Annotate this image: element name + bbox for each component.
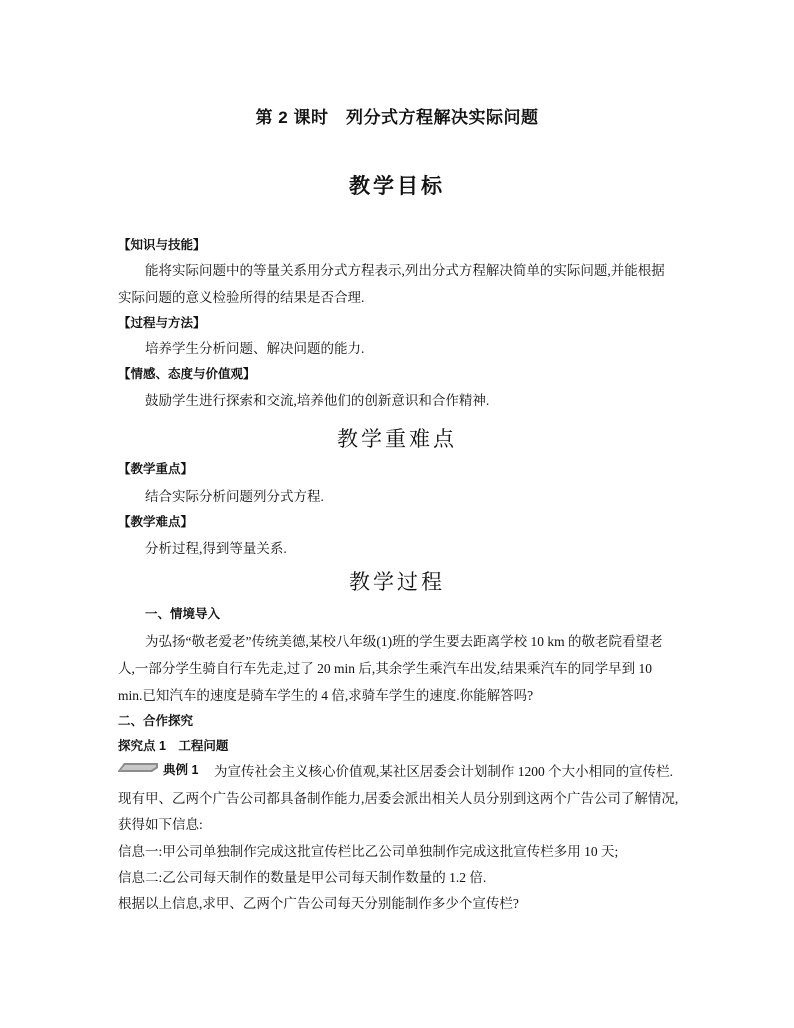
section-title-key-points: 教学重难点 (337, 427, 457, 451)
info-one: 信息一:甲公司单独制作完成这批宣传栏比乙公司单独制作完成这批宣传栏多用 10 天; (118, 844, 619, 859)
question-text: 根据以上信息,求甲、乙两个广告公司每天分别能制作多少个宣传栏? (118, 896, 519, 911)
knowledge-label: 【知识与技能】 (118, 238, 206, 252)
example-ribbon-icon (118, 763, 158, 772)
intro-text-line-1: 为弘扬“敬老爱老”传统美德,某校八年级(1)班的学生要去距离学校 10 km 的敬老院看望老 (145, 634, 663, 649)
example-text-line-1: 为宣传社会主义核心价值观,某社区居委会计划制作 1200 个大小相同的宣传栏. (214, 764, 673, 779)
example-text-line-2: 现有甲、乙两个广告公司都具备制作能力,居委会派出相关人员分别到这两个广告公司了解情况, (118, 791, 679, 806)
info-two: 信息二:乙公司每天制作的数量是甲公司每天制作数量的 1.2 倍. (118, 870, 487, 885)
section-title-objectives: 教学目标 (349, 173, 445, 198)
focus-text: 结合实际分析问题列分式方程. (145, 489, 324, 504)
process-method-text: 培养学生分析问题、解决问题的能力. (145, 341, 365, 356)
example-label: 典例 1 (163, 763, 199, 777)
section-title-process: 教学过程 (349, 570, 445, 594)
cooperation-heading: 二、合作探究 (118, 714, 194, 728)
emotion-text: 鼓励学生进行探索和交流,培养他们的创新意识和合作精神. (145, 393, 490, 408)
difficulty-text: 分析过程,得到等量关系. (145, 541, 287, 556)
example-text-line-3: 获得如下信息: (118, 817, 203, 832)
knowledge-text-line-1: 能将实际问题中的等量关系用分式方程表示,列出分式方程解决简单的实际问题,并能根据 (145, 263, 665, 278)
intro-text-line-2: 人,一部分学生骑自行车先走,过了 20 min 后,其余学生乘汽车出发,结果乘汽车的同学早到 10 (118, 661, 653, 676)
lesson-title: 第 2 课时 列分式方程解决实际问题 (255, 108, 539, 127)
knowledge-text-line-2: 实际问题的意义检验所得的结果是否合理. (118, 290, 365, 305)
explore-point-heading: 探究点 1 工程问题 (118, 739, 229, 753)
emotion-label: 【情感、态度与价值观】 (118, 367, 256, 381)
focus-label: 【教学重点】 (118, 462, 194, 476)
difficulty-label: 【教学难点】 (118, 515, 194, 529)
intro-heading: 一、情境导入 (145, 607, 221, 621)
process-method-label: 【过程与方法】 (118, 316, 206, 330)
intro-text-line-3: min.已知汽车的速度是骑车学生的 4 倍,求骑车学生的速度.你能解答吗? (118, 688, 534, 703)
